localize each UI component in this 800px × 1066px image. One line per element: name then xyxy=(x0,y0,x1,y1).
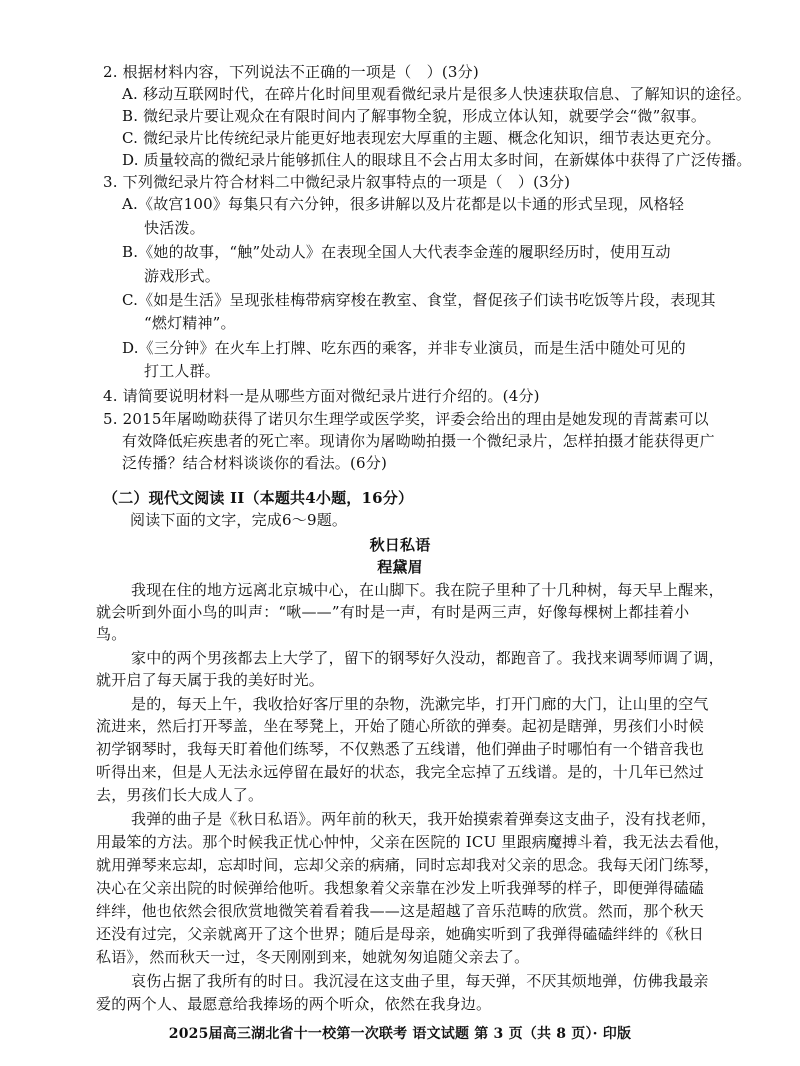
q3-option-a-cont: 快活泼。 xyxy=(144,219,205,237)
section-instruction: 阅读下面的文字，完成6～9题。 xyxy=(130,511,348,529)
q4-stem: 4. 请简要说明材料一是从哪些方面对微纪录片进行介绍的。(4分) xyxy=(103,387,540,405)
p2-line-2: 就开启了每天属于我的美好时光。 xyxy=(96,671,325,689)
section-heading: （二）现代文阅读 II（本题共4小题，16分） xyxy=(103,489,414,507)
q3-option-b-cont: 游戏形式。 xyxy=(144,267,221,285)
page-footer: 2025届高三湖北省十一校第一次联考 语文试题 第 3 页（共 8 页）· 印版 xyxy=(168,1026,632,1042)
q3-option-b: B.《她的故事，“触”处动人》在表现全国人大代表李金莲的履职经历时，使用互动 xyxy=(122,243,671,261)
q5-line-3: 泛传播？结合材料谈谈你的看法。(6分) xyxy=(122,454,388,472)
p3-line-4: 听得出来，但是人无法永远停留在最好的状态，我完全忘掉了五线谱。是的，十几年已然过 xyxy=(96,763,705,781)
p5-line-2: 爱的两个人、最愿意给我捧场的两个听众，依然在我身边。 xyxy=(96,995,492,1013)
q2-option-a: A. 移动互联网时代，在碎片化时间里观看微纪录片是很多人快速获取信息、了解知识的途径。 xyxy=(122,85,751,103)
p3-line-5: 去，男孩们长大成人了。 xyxy=(96,786,264,804)
p4-line-4: 决心在父亲出院的时候弹给他听。我想象着父亲靠在沙发上听我弹琴的样子，即便弹得磕磕 xyxy=(96,879,705,897)
article-author: 程黛眉 xyxy=(377,558,423,576)
q2-stem: 2. 根据材料内容，下列说法不正确的一项是（ ）(3分) xyxy=(103,63,479,81)
p4-line-3: 就用弹琴来忘却，忘却时间，忘却父亲的病痛，同时忘却我对父亲的思念。我每天闭门练琴， xyxy=(96,856,720,874)
article-title: 秋日私语 xyxy=(369,536,431,554)
q2-option-d: D. 质量较高的微纪录片能够抓住人的眼球且不会占用太多时间，在新媒体中获得了广泛传播。 xyxy=(122,151,752,169)
q2-option-b: B. 微纪录片要让观众在有限时间内了解事物全貌，形成立体认知，就要学会“微”叙事。 xyxy=(122,107,707,125)
p3-line-3: 初学钢琴时，我每天盯着他们练琴，不仅熟悉了五线谱，他们弹曲子时哪怕有一个错音我也 xyxy=(96,740,705,758)
p4-line-1: 我弹的曲子是《秋日私语》。两年前的秋天，我开始摸索着弹奏这支曲子，没有找老师， xyxy=(131,810,717,828)
q5-line-1: 5. 2015年屠呦呦获得了诺贝尔生理学或医学奖，评委会给出的理由是她发现的青蒿素可以 xyxy=(103,410,709,428)
p5-line-1: 哀伤占据了我所有的时日。我沉浸在这支曲子里，每天弹，不厌其烦地弹，仿佛我最亲 xyxy=(131,972,709,990)
p1-line-2: 就会听到外面小鸟的叫声：“啾——”有时是一声，有时是两三声，好像每棵树上都挂着小 xyxy=(96,603,690,621)
q3-option-d: D.《三分钟》在火车上打牌、吃东西的乘客，并非专业演员，而是生活中随处可见的 xyxy=(122,339,686,357)
p4-line-6: 还没有过完，父亲就离开了这个世界；随后是母亲，她确实听到了我弹得磕磕绊绊的《秋日 xyxy=(96,925,705,943)
q3-stem: 3. 下列微纪录片符合材料二中微纪录片叙事特点的一项是（ ）(3分) xyxy=(103,173,571,191)
p4-line-7: 私语》，然而秋天一过，冬天刚刚到来，她就匆匆追随父亲去了。 xyxy=(96,948,530,966)
p2-line-1: 家中的两个男孩都去上大学了，留下的钢琴好久没动，都跑音了。我找来调琴师调了调， xyxy=(131,649,724,667)
p3-line-2: 流进来，然后打开琴盖，坐在琴凳上，开始了随心所欲的弹奏。起初是瞎弹，男孩们小时候 xyxy=(96,717,705,735)
p4-line-5: 绊绊，他也依然会很欣赏地微笑着看着我——这是超越了音乐范畴的欣赏。然而，那个秋天 xyxy=(96,902,705,920)
q5-line-2: 有效降低疟疾患者的死亡率。现请你为屠呦呦拍摄一个微纪录片，怎样拍摄才能获得更广 xyxy=(122,432,715,450)
p1-line-1: 我现在住的地方远离北京城中心，在山脚下。我在院子里种了十几种树，每天早上醒来， xyxy=(131,581,724,599)
p1-line-3: 鸟。 xyxy=(96,625,127,643)
q3-option-c: C.《如是生活》呈现张桂梅带病穿梭在教室、食堂，督促孩子们读书吃饭等片段，表现其 xyxy=(122,291,716,309)
q3-option-c-cont: “燃灯精神”。 xyxy=(144,314,236,332)
p3-line-1: 是的，每天上午，我收拾好客厅里的杂物，洗漱完毕，打开门廊的大门，让山里的空气 xyxy=(131,695,709,713)
q3-option-d-cont: 打工人群。 xyxy=(144,362,221,380)
q2-option-c: C. 微纪录片比传统纪录片能更好地表现宏大厚重的主题、概念化知识，细节表达更充分。 xyxy=(122,129,721,147)
q3-option-a: A.《故宫100》每集只有六分钟，很多讲解以及片花都是以卡通的形式呈现，风格轻 xyxy=(122,195,685,213)
p4-line-2: 用最笨的方法。那个时候我正忧心忡忡，父亲在医院的 ICU 里跟病魔搏斗着，我无法去看他， xyxy=(96,833,730,851)
